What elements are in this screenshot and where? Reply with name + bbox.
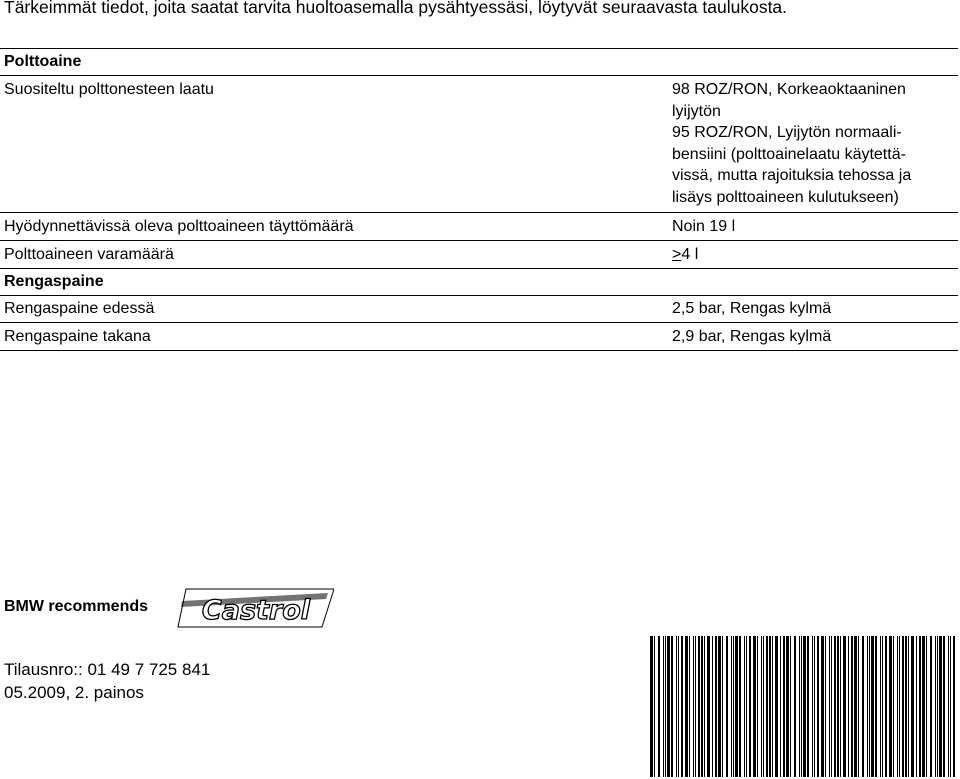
barcode-bar: [671, 636, 673, 777]
castrol-wordmark: Castrol: [201, 595, 311, 626]
fuel-capacity-value: Noin 19 l: [672, 218, 736, 235]
barcode-bar: [862, 636, 864, 777]
barcode-bar: [663, 636, 664, 777]
barcode-bar: [943, 636, 945, 777]
barcode-bar: [950, 636, 951, 777]
barcode-bar: [882, 636, 883, 777]
barcode-bar: [880, 636, 881, 777]
barcode-bar: [772, 636, 773, 777]
barcode-bar: [654, 636, 655, 777]
barcode-bar: [801, 636, 802, 777]
barcode-bar: [817, 636, 819, 777]
barcode-bar: [831, 636, 832, 777]
barcode-bar: [753, 636, 756, 777]
barcode-bar: [733, 636, 734, 777]
divider: [0, 295, 958, 296]
barcode-bar: [897, 636, 898, 777]
barcode-bar: [763, 636, 764, 777]
barcode-bar: [749, 636, 751, 777]
tyre-front-value: 2,5 bar, Rengas kylmä: [672, 300, 832, 317]
barcode-bar: [930, 636, 932, 777]
barcode-bar: [794, 636, 796, 777]
barcode-bar: [908, 636, 909, 777]
barcode-bar: [722, 636, 723, 777]
barcode-bar: [821, 636, 824, 777]
fuel-reserve-value: [672, 246, 698, 264]
barcode-bar: [757, 636, 758, 777]
tyre-heading: Rengaspaine: [4, 273, 104, 290]
barcode-bar: [803, 636, 806, 777]
barcode-bar: [829, 636, 830, 777]
barcode-bar: [851, 636, 853, 777]
barcode-bar: [948, 636, 949, 777]
barcode-bar: [840, 636, 841, 777]
barcode-bar: [854, 636, 857, 777]
order-number: Tilausnro:: 01 49 7 725 841: [4, 660, 211, 679]
barcode-bar: [867, 636, 868, 777]
barcode-bar: [885, 636, 887, 777]
divider: [0, 268, 958, 269]
barcode-bar: [676, 636, 677, 777]
value-line: 98 ROZ/RON, Korkeaoktaaninen: [672, 81, 906, 98]
barcode-bar: [678, 636, 679, 777]
barcode-bar: [814, 636, 815, 777]
barcode-bar: [916, 636, 917, 777]
barcode-bar: [715, 636, 717, 777]
barcode-bar: [744, 636, 745, 777]
barcode-bar: [871, 636, 874, 777]
barcode-bar: [953, 636, 955, 777]
barcode-bar: [834, 636, 836, 777]
barcode-bar: [665, 636, 666, 777]
barcode-bar: [780, 636, 781, 777]
barcode-bar: [746, 636, 747, 777]
barcode-bar: [858, 636, 859, 777]
bmw-recommends: BMW recommends: [4, 598, 149, 615]
barcode-bar: [899, 636, 900, 777]
barcode-bar: [869, 636, 870, 777]
table-bottom-divider: [0, 350, 958, 351]
fuel-capacity-label: Hyödynnettävissä oleva polttoaineen täyttömäärä: [4, 218, 354, 235]
barcode-bar: [766, 636, 768, 777]
barcode-bar: [902, 636, 904, 777]
barcode-bar: [837, 636, 839, 777]
fuel-quality-label: Suositeltu polttonesteen laatu: [4, 81, 214, 98]
barcode-bar: [650, 636, 653, 777]
value-line: lyijytön: [672, 102, 721, 120]
value-line: bensiini (polttoainelaatu käytettä-: [672, 145, 906, 163]
greater-equal-symbol: >: [672, 246, 682, 263]
fuel-heading: Polttoaine: [4, 53, 82, 70]
barcode-bar: [935, 636, 936, 777]
fuel-reserve-label: Polttoaineen varamäärä: [4, 246, 174, 263]
barcode-bar: [790, 636, 791, 777]
barcode-bar: [707, 636, 710, 777]
barcode-bar: [726, 636, 728, 777]
barcode-bar: [731, 636, 732, 777]
barcode-bar: [799, 636, 800, 777]
barcode-bar: [693, 636, 694, 777]
barcode-bar: [807, 636, 809, 777]
tyre-rear-value: 2,9 bar, Rengas kylmä: [672, 328, 832, 345]
barcode-bar: [937, 636, 938, 777]
barcode-bar: [843, 636, 846, 777]
barcode-bar: [911, 636, 914, 777]
fuel-quality-value: [672, 79, 958, 208]
table-top-divider: [0, 48, 958, 49]
barcode-bar: [812, 636, 813, 777]
barcode-bar: [905, 636, 907, 777]
value-line: vissä, mutta rajoituksia tehossa ja: [672, 167, 912, 184]
barcode-bar: [685, 636, 688, 777]
barcode-bar: [698, 636, 700, 777]
divider: [0, 322, 958, 323]
barcode-bar: [712, 636, 713, 777]
reserve-amount: 4 l: [681, 246, 699, 263]
barcode-bar: [658, 636, 660, 777]
barcode-bar: [739, 636, 741, 777]
barcode-bar: [667, 636, 670, 777]
barcode-bar: [735, 636, 738, 777]
barcode-bar: [848, 636, 849, 777]
barcode-bar: [718, 636, 721, 777]
barcode-bar: [681, 636, 683, 777]
barcode-bar: [695, 636, 696, 777]
barcode-bar: [889, 636, 892, 777]
barcode-bar: [761, 636, 762, 777]
castrol-logo: [176, 587, 334, 629]
value-line: lisäys polttoaineen kulutukseen): [672, 188, 899, 206]
tyre-rear-label: Rengaspaine takana: [4, 328, 151, 345]
barcode: [650, 636, 958, 777]
divider: [0, 212, 958, 213]
divider: [0, 75, 958, 76]
barcode-bar: [939, 636, 942, 777]
divider: [0, 240, 958, 241]
barcode-bar: [689, 636, 690, 777]
barcode-bar: [775, 636, 778, 777]
barcode-bar: [704, 636, 705, 777]
barcode-bar: [825, 636, 826, 777]
barcode-bar: [783, 636, 785, 777]
barcode-bar: [919, 636, 921, 777]
barcode-bar: [875, 636, 877, 777]
barcode-bar: [786, 636, 789, 777]
barcode-bar: [926, 636, 927, 777]
barcode-bar: [922, 636, 925, 777]
intro-text: Tärkeimmät tiedot, joita saatat tarvita huoltoasemalla pysähtyessäsi, löytyvät seuraavasta taulukosta.: [4, 0, 788, 17]
tyre-front-label: Rengaspaine edessä: [4, 300, 155, 317]
edition: 05.2009, 2. painos: [4, 683, 144, 702]
barcode-bar: [769, 636, 771, 777]
barcode-bar: [701, 636, 703, 777]
value-line: 95 ROZ/RON, Lyijytön normaali-: [672, 124, 902, 141]
barcode-bar: [893, 636, 894, 777]
